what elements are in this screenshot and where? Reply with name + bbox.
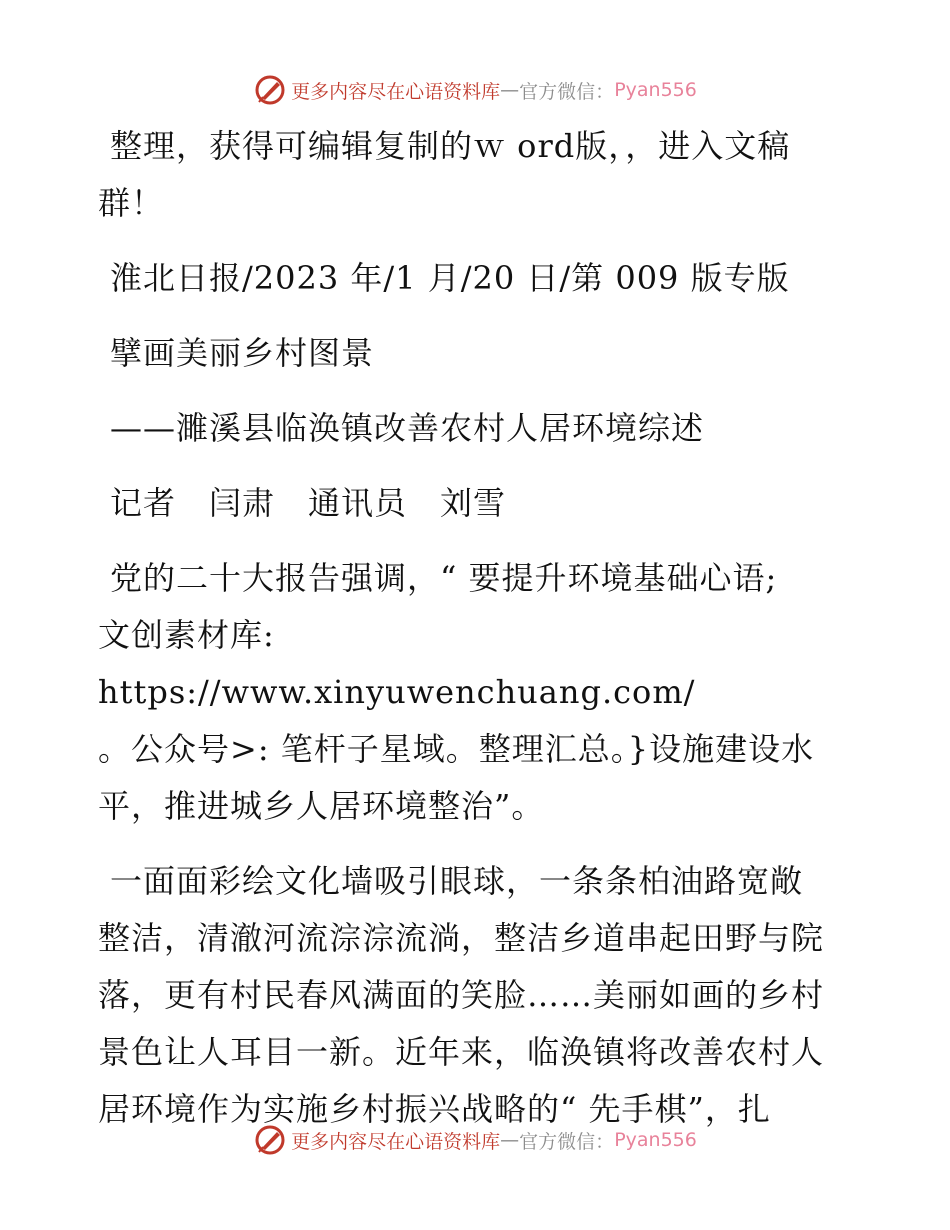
banner-wechat-label: 官方微信： — [519, 80, 615, 103]
paragraph-1-line-3: 。公众号>: 笔杆子星域。整理汇总。}设施建设水 — [98, 730, 815, 768]
paragraph-2-line-4: 景色让人耳目一新。近年来，临涣镇将改善农村人 — [98, 1033, 825, 1071]
source-line: 淮北日报/2023 年/1 月/20 日/第 009 版专版 — [110, 259, 790, 297]
intro-paragraph — [98, 118, 858, 232]
quill-logo-icon — [253, 1123, 287, 1157]
banner-dash: — — [500, 1129, 520, 1151]
banner-text: 更多内容尽在心语资料库 — [291, 80, 501, 103]
paragraph-2-line-1: 一面面彩绘文化墙吸引眼球，一条条柏油路宽敞 — [110, 862, 804, 900]
paragraph-2 — [98, 853, 858, 1138]
banner-dash: — — [500, 79, 520, 101]
intro-line-2: 群！ — [98, 184, 165, 222]
paragraph-2-line-2: 整洁，清澈河流淙淙流淌，整洁乡道串起田野与院 — [98, 919, 825, 957]
paragraph-1-line-2: 文创素材库: https://www.xinyuwenchuang.com/ — [98, 616, 696, 711]
document-body — [98, 118, 858, 1156]
article-subtitle: ——濉溪县临涣镇改善农村人居环境综述 — [110, 409, 705, 447]
header-banner — [0, 70, 950, 110]
banner-text: 更多内容尽在心语资料库 — [291, 1130, 501, 1153]
article-title: 擘画美丽乡村图景 — [110, 334, 375, 372]
banner-wechat-id: Pyan556 — [614, 79, 697, 101]
footer-banner — [0, 1120, 950, 1160]
banner-wechat-id: Pyan556 — [614, 1129, 697, 1151]
paragraph-1-line-4: 平，推进城乡人居环境整治”。 — [98, 787, 545, 825]
banner-wechat-label: 官方微信： — [519, 1130, 615, 1153]
paragraph-1-line-1: 党的二十大报告强调，“ 要提升环境基础心语; — [110, 559, 778, 597]
paragraph-2-line-3: 落，更有村民春风满面的笑脸……美丽如画的乡村 — [98, 976, 825, 1014]
byline: 记者 闫肃 通讯员 刘雪 — [110, 484, 507, 522]
intro-line-1: 整理，获得可编辑复制的ｗ ord版，，进入文稿 — [110, 127, 791, 165]
quill-logo-icon — [253, 73, 287, 107]
paragraph-2-line-5: 居环境作为实施乡村振兴战略的“ 先手棋”，扎 — [98, 1090, 771, 1128]
paragraph-1 — [98, 550, 858, 835]
